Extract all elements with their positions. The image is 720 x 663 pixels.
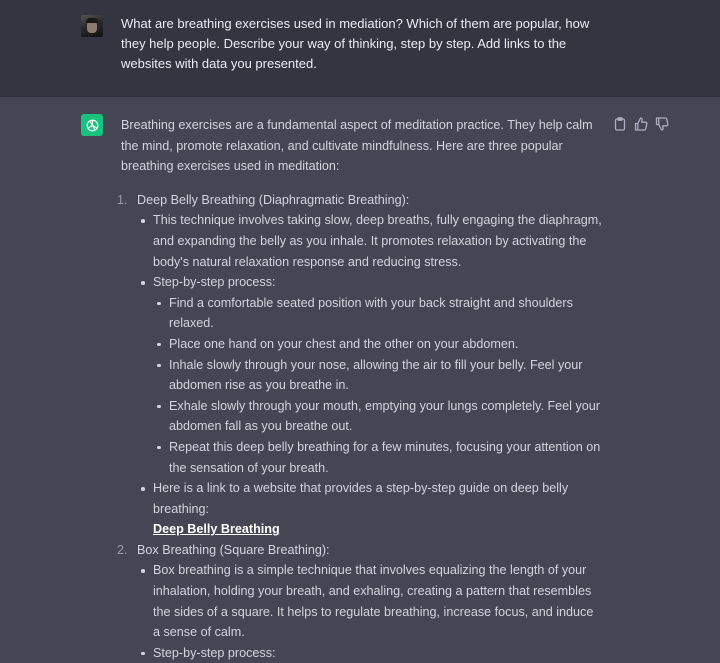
message-actions — [612, 116, 670, 132]
step-item: Find a comfortable seated position with your back straight and shoulders relaxed. — [153, 293, 603, 334]
exercise-title: Deep Belly Breathing (Diaphragmatic Breathing): — [137, 192, 410, 207]
user-message-text: What are breathing exercises used in mediation? Which of them are popular, how they help people. Describe your way of thinking, step by step. Add links to the websites with data you presented. — [121, 16, 590, 71]
list-item — [117, 190, 603, 540]
list-item — [137, 210, 603, 272]
clipboard-icon[interactable] — [612, 116, 628, 132]
steps-list — [153, 293, 603, 478]
list-number: 2. — [117, 542, 128, 557]
list-item — [137, 272, 603, 478]
list-item — [137, 643, 603, 663]
exercise-details — [137, 210, 603, 540]
exercise-list — [117, 190, 603, 663]
exercise-description: This technique involves taking slow, deep breaths, fully engaging the diaphragm, and expanding the belly as you inhale. It promotes relaxation by activating the body's natural relaxation response and reducing stress. — [153, 213, 602, 269]
openai-logo-icon — [81, 114, 103, 136]
list-number: 1. — [117, 192, 128, 207]
assistant-message — [117, 115, 603, 663]
list-item — [137, 560, 603, 642]
step-item: Repeat this deep belly breathing for a few minutes, focusing your attention on the sensation of your breath. — [153, 437, 603, 478]
thumbs-down-icon[interactable] — [654, 116, 670, 132]
step-item: Place one hand on your chest and the other on your abdomen. — [153, 334, 603, 355]
step-item: Exhale slowly through your mouth, emptying your lungs completely. Feel your abdomen fall as you breathe out. — [153, 396, 603, 437]
exercise-description: Box breathing is a simple technique that involves equalizing the length of your inhalation, holding your breath, and exhaling, creating a pattern that resembles the sides of a square. It helps to regulate breathing, increase focus, and induce a sense of calm. — [153, 563, 594, 640]
steps-label: Step-by-step process: — [153, 275, 276, 290]
step-item: Inhale slowly through your nose, allowing the air to fill your belly. Feel your abdomen rise as you breathe in. — [153, 355, 603, 396]
steps-label: Step-by-step process: — [153, 645, 276, 660]
list-item — [117, 540, 603, 663]
exercise-title: Box Breathing (Square Breathing): — [137, 542, 330, 557]
link-intro: Here is a link to a website that provides a step-by-step guide on deep belly breathing: — [153, 481, 569, 516]
user-message-row — [0, 0, 720, 97]
user-avatar — [81, 15, 103, 37]
assistant-intro: Breathing exercises are a fundamental aspect of meditation practice. They help calm the mind, promote relaxation, and cultivate mindfulness. Here are three popular breathing exercises used in meditation: — [121, 118, 593, 174]
exercise-details — [137, 560, 603, 663]
thumbs-up-icon[interactable] — [633, 116, 649, 132]
deep-belly-breathing-link[interactable]: Deep Belly Breathing — [153, 522, 280, 537]
avatar-hair — [86, 18, 98, 23]
list-item — [137, 478, 603, 540]
